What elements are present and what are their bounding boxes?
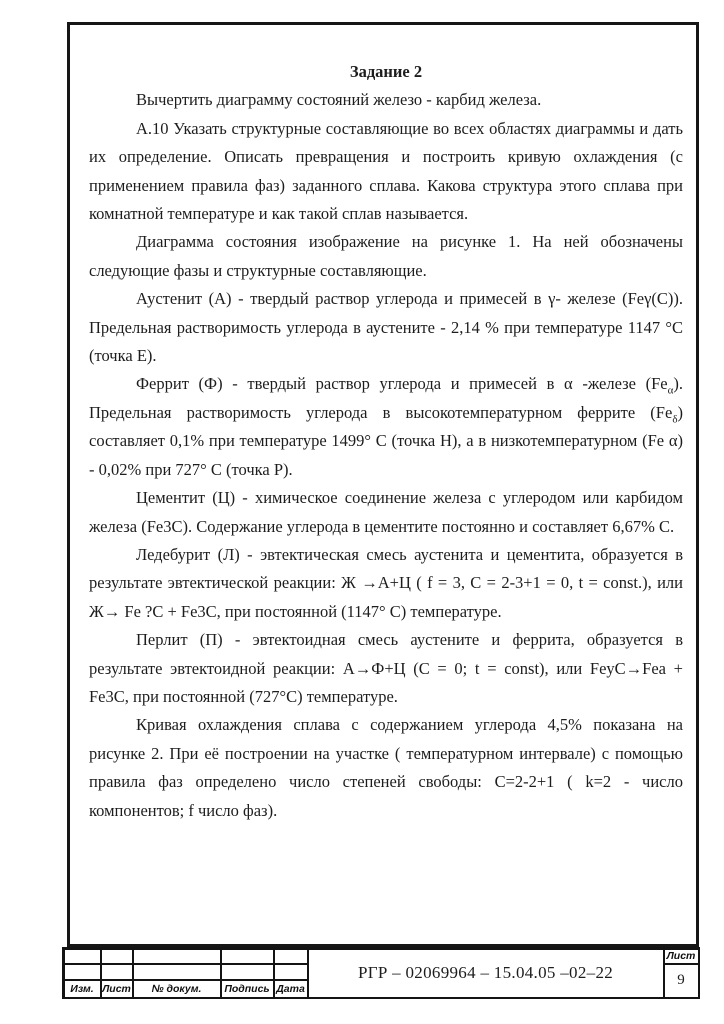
titleblock-cell-empty <box>102 965 132 979</box>
titleblock-cell-empty <box>222 950 273 963</box>
paragraph: Кривая охлаждения сплава с содержанием углерода 4,5% показана на рисунке 2. При её построении на участке ( температурном интервале) с помощью правила фаз определено число степеней свободы: С=2-2+1 ( k=2 - число компонентов; f число фаз). <box>89 715 683 820</box>
document-body <box>89 58 683 825</box>
titleblock-cell-empty <box>65 965 100 979</box>
titleblock-label-list: Лист <box>102 982 131 995</box>
titleblock-cell-empty <box>65 950 100 963</box>
titleblock-label-doc-num: № докум. <box>134 981 220 997</box>
page-title: Задание 2 <box>349 62 423 81</box>
titleblock-cell-empty <box>275 965 307 979</box>
paragraph: Перлит (П) - эвтектоидная смесь аустените и феррита, образуется в результате эвтектоидной реакции: А→Ф+Ц (С = 0; t = const), или FeyC→Fea + Fe3C, при постоянной (727°С) температуре. <box>89 630 683 706</box>
titleblock-label-izm: Изм. <box>65 981 100 997</box>
paragraph: Феррит (Ф) - твердый раствор углерода и примесей в α -железе $(Fe_\alpha)$. Предельная растворимость углерода в высокотемпературном феррите $(Fe_\delta)$ составляет 0,1% при температуре 1499° С (точка Н), а в низкотемпературном (Fe α) - 0,02% при 727° С (точка Р). <box>89 374 683 479</box>
titleblock-cell-empty <box>134 965 220 979</box>
paragraph: Аустенит (А) - твердый раствор углерода и примесей в γ- железе (Feγ(C)). Предельная растворимость углерода в аустените - 2,14 % при температуре 1147 °С (точка Е). <box>89 289 683 366</box>
titleblock-cell-empty <box>102 950 132 963</box>
titleblock-label-podpis: Подпись <box>222 981 273 997</box>
sheet-number: 9 <box>665 965 698 997</box>
paragraph: Цементит (Ц) - химическое соединение железа с углеродом или карбидом железа (Fe3C). Содержание углерода в цементите постоянно и составляет 6,67% С. <box>89 488 683 536</box>
titleblock-cell-empty <box>275 950 307 963</box>
titleblock-cell-empty <box>222 965 273 979</box>
titleblock-cell-empty <box>134 950 220 963</box>
paragraph: А.10 Указать структурные составляющие во всех областях диаграммы и дать их определение. Описать превращения и построить кривую охлаждения (с применением правила фаз) заданного сплава. Какова структура этого сплава при комнатной температуре и как такой сплав называется. <box>89 118 683 224</box>
title-block <box>62 947 700 999</box>
paragraph: Диаграмма состояния изображение на рисунке 1. На ней обозначены следующие фазы и структурные составляющие. <box>89 232 683 280</box>
paragraph: Ледебурит (Л) - эвтектическая смесь аустенита и цементита, образуется в результате эвтектической реакции: Ж →А+Ц ( f = 3, C = 2-3+1 = 0, t = const.), или Ж→ Fe ?C + Fe3C, при постоянной (1147° С) температуре. <box>89 544 683 621</box>
paragraph: Вычертить диаграмму состояний железо - карбид железа. <box>136 90 542 110</box>
sheet-label: Лист <box>665 950 698 963</box>
titleblock-label-data: Дата <box>276 982 305 995</box>
document-code: РГР – 02069964 – 15.04.05 –02–22 <box>309 950 663 997</box>
